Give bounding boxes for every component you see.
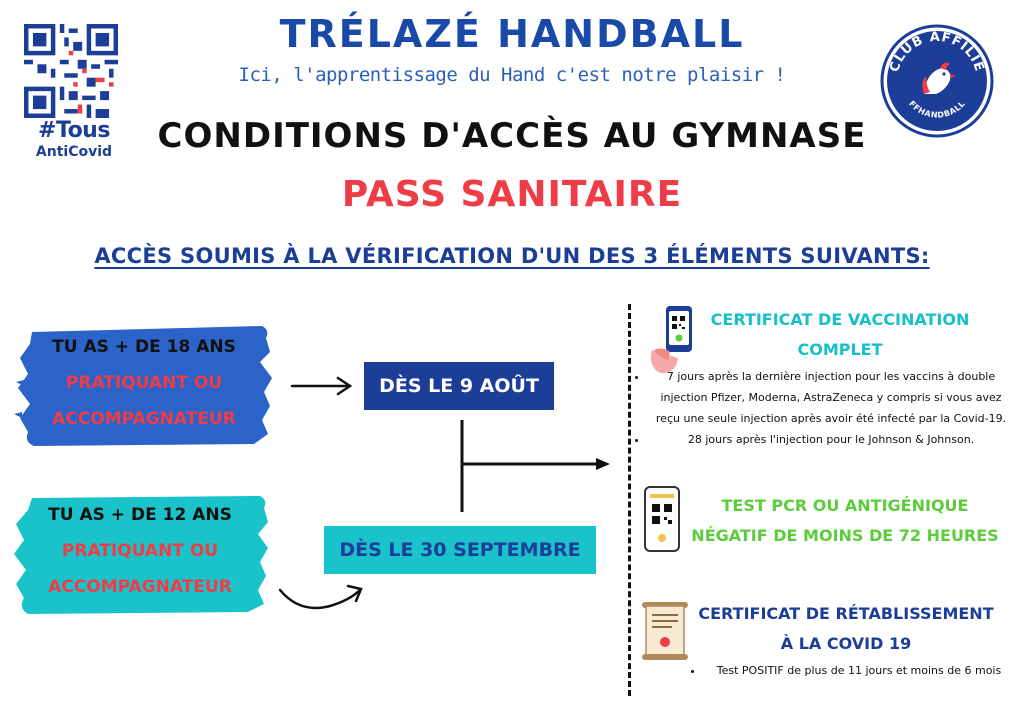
- arrow-to-requirements: [596, 458, 610, 470]
- recovery-bullet-1: • Test POSITIF de plus de 11 jours et moins de 6 mois: [704, 660, 1014, 681]
- pass-sanitaire-title: PASS SANITAIRE: [341, 174, 683, 215]
- age-18-label: TU AS + DE 18 ANS: [52, 337, 236, 357]
- hashtag-tous: #Tous: [38, 118, 110, 143]
- role-12-line2: ACCOMPAGNATEUR: [48, 577, 232, 597]
- role-18-line1: PRATIQUANT OU: [65, 373, 223, 393]
- date-box-august: DÈS LE 9 AOÛT: [364, 362, 554, 410]
- recovery-title-line2: À LA COVID 19: [780, 634, 912, 653]
- dashed-divider: [628, 304, 631, 696]
- main-title: CONDITIONS D'ACCÈS AU GYMNASE: [157, 116, 867, 156]
- vaccination-bullet-1: • 7 jours après la dernière injection pour les vaccins à double injection Pfizer, Moderna, AstraZeneca y compris si vous avez reçu une seule injection après avoir été infecté par la Covid-19.: [648, 366, 1014, 429]
- recovery-details: [690, 660, 1014, 681]
- hashtag-anticovid: AntiCovid: [35, 144, 113, 160]
- access-requirement-heading: ACCÈS SOUMIS À LA VÉRIFICATION D'UN DES 3 ÉLÉMENTS SUIVANTS:: [94, 244, 930, 268]
- date-box-september: DÈS LE 30 SEPTEMBRE: [324, 526, 596, 574]
- vaccination-title-line2: COMPLET: [797, 340, 883, 359]
- test-title-line1: TEST PCR OU ANTIGÉNIQUE: [721, 496, 969, 515]
- club-title: TRÉLAZÉ HANDBALL: [279, 12, 745, 56]
- arrow-to-date2: [280, 590, 360, 608]
- age-12-label: TU AS + DE 12 ANS: [48, 505, 232, 525]
- badge-top-text: CLUB AFFILIÉ: [887, 29, 987, 75]
- phone-test-icon: [644, 486, 680, 552]
- group-over-12: [10, 490, 270, 618]
- vaccination-bullet-2: • 28 jours après l'injection pour le Johnson & Johnson.: [648, 429, 1014, 450]
- vaccination-details: [634, 366, 1014, 450]
- role-18-line2: ACCOMPAGNATEUR: [52, 409, 236, 429]
- group-over-18: [14, 322, 274, 450]
- club-tagline: Ici, l'apprentissage du Hand c'est notre plaisir !: [238, 64, 786, 86]
- recovery-title-line1: CERTIFICAT DE RÉTABLISSEMENT: [698, 604, 994, 623]
- role-12-line1: PRATIQUANT OU: [61, 541, 219, 561]
- phone-vaccination-icon: [648, 302, 700, 376]
- qr-code-icon: [24, 24, 118, 118]
- test-title-line2: NÉGATIF DE MOINS DE 72 HEURES: [691, 526, 999, 545]
- badge-bottom-text: FFHANDBALL: [907, 99, 967, 120]
- certificate-icon: [640, 600, 690, 664]
- vaccination-title-line1: CERTIFICAT DE VACCINATION: [710, 310, 970, 329]
